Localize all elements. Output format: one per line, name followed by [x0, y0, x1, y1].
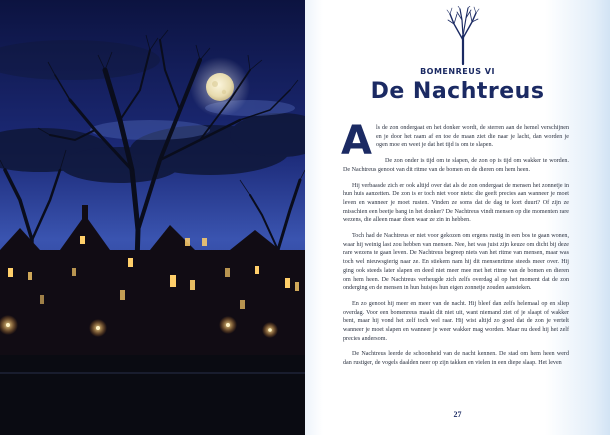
full-moon [206, 73, 234, 101]
text-page [305, 0, 610, 435]
paragraph: Hij verbaasde zich er ook altijd over dat als de zon ondergaat de mensen het zonnetje in hun huis aanzetten. De zon is er toch niet voor niets: die geeft precies aan wanneer je moet leven en wanneer je moet rusten. Vinden ze soms dat de dag te kort duurt? Of zijn ze misschien een beetje bang in het donker? De Nachtreus vindt mensen op die momenten rare wezens, die alleen maar doen waar ze zin in hebben. [343, 182, 569, 224]
drop-cap: A [341, 118, 372, 164]
paragraph: De zon onder is tijd om te slapen, de zon op is tijd om wakker te worden. De Nachtreus genoot van dit ritme van de bomen en de dieren om hem heen. [343, 158, 569, 173]
foreground-road [0, 355, 305, 435]
paragraph: Toch had de Nachtreus er niet voor gekozen om ergens rustig in een bos te gaan wonen, waar hij weinig last zou hebben van mensen. Nee, het was juist zijn keuze om dicht bij deze rare wezens te gaan leven. De Nachtreus begreep niets van het ritme van mensen, maar was toch wel nieuwsgierig naar ze. En stiekem nam hij dit mensenritme steeds meer over. Hij ging ook steeds later slapen en deed niet meer mee met het ritme van de bomen en dieren om hem heen. De Nachtreus verheugde zich zelfs overdag al op het moment dat de zon onderging en de mensen in hun huisjes hun eigen zonnetje zouden aansteken. [343, 233, 569, 292]
paragraph: De Nachtreus leerde de schoonheid van de nacht kennen. De stad om hem heen werd dan rustiger, de vogels daalden neer op zijn takken en vielen in een diepe slaap. Het leven [343, 351, 569, 367]
paragraph: En zo genoot hij meer en meer van de nacht. Hij bleef dan zelfs helemaal op en sliep overdag. Voor een bomenreus maakt dit niet uit, want niemand ziet of je slaapt of wakker bent, maar hij vond het zelf toch wel raar. Hij wist altijd zo goed dat de zon je vertelt wanneer je moet slapen en wanneer je weer wakker mag worden. Maar nu deed hij het zelf precies andersom. [343, 300, 569, 342]
chapter-label: BOMENREUS VI [420, 67, 495, 76]
tree-icon [445, 6, 481, 66]
chapter-body [341, 118, 569, 375]
chapter-title: De Nachtreus [370, 79, 545, 104]
page-number: 27 [453, 410, 462, 419]
paragraph: Als de zon ondergaat en het donker wordt, de sterren aan de hemel verschijnen en je door het raam af en toe de maan ziet die naar je lacht, dan worden je ogen moe en weet je dat het tijd is om te slapen. [341, 118, 569, 164]
